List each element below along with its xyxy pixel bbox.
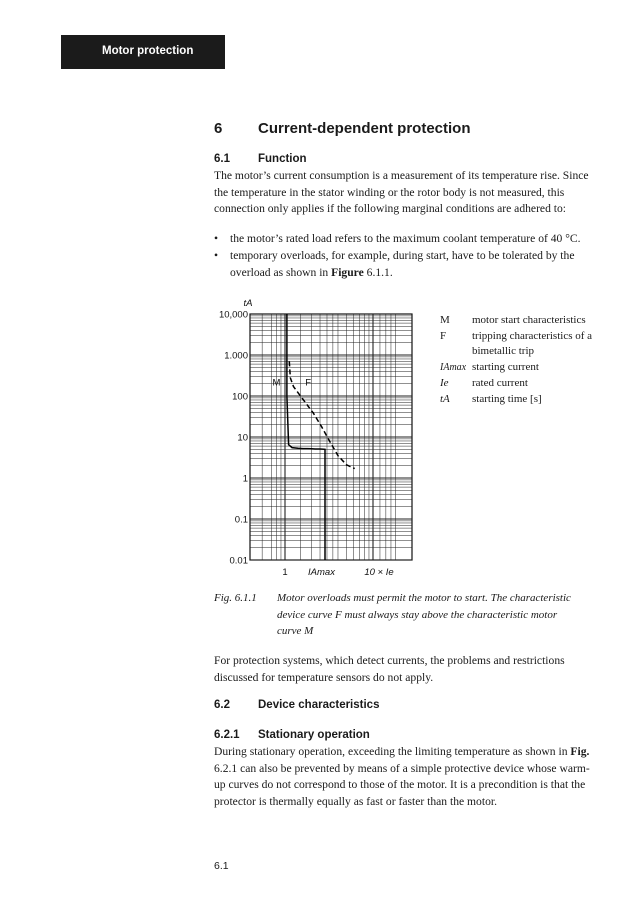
stationary-paragraph (214, 744, 598, 811)
section-title: Current-dependent protection (258, 120, 471, 137)
series-line-f (289, 361, 354, 468)
legend-key: M (440, 314, 450, 326)
caption-line: device curve F must always stay above the characteristic motor (277, 608, 558, 621)
y-tick-label: 0.1 (234, 514, 248, 526)
y-tick-label: 10 (237, 432, 248, 444)
intro-paragraph (214, 168, 598, 218)
bullet-dot: • (214, 249, 219, 262)
legend-key: tA (440, 392, 450, 405)
intro-line: The motor’s current consumption is a measurement of its temperature rise. Since (214, 169, 589, 182)
bullet-text-cont (230, 265, 393, 282)
bullet-text-part: 6.1.1. (363, 265, 393, 279)
chart-labels (272, 378, 311, 389)
y-tick-label: 0.01 (229, 555, 248, 567)
subsubsection-number: 6.2.1 (214, 729, 240, 741)
section-number: 6 (214, 120, 223, 137)
legend-value: tripping characteristics of a (472, 329, 593, 342)
figure-label: Fig. 6.1.1 (214, 592, 257, 604)
y-tick-label: 1.000 (224, 350, 248, 362)
figure-reference: Figure (331, 265, 364, 279)
intro-line: connection only applies if the following marginal conditions are adhered to: (214, 202, 567, 216)
caption-line: curve M (277, 625, 314, 637)
bullet-text-part: overload as shown in (230, 265, 332, 279)
x-tick-label: 10 × Ie (364, 567, 394, 578)
paragraph-line: protector is thermally equally as fast or faster than the motor. (214, 795, 497, 809)
curve-label: F (305, 377, 312, 389)
header-label: Motor protection (102, 45, 194, 57)
subsection-title: Device characteristics (258, 699, 380, 711)
legend-value: starting time [s] (472, 392, 542, 405)
subsubsection-title: Stationary operation (258, 729, 370, 741)
motor-start-chart (210, 286, 425, 586)
subsection-title: Function (258, 153, 307, 165)
intro-line: the temperature in the stator winding or the rotor body is not measured, this (214, 185, 565, 199)
legend-value: motor start characteristics (472, 314, 586, 326)
y-tick-label: 100 (232, 391, 248, 403)
paragraph-line: discussed for temperature sensors do not apply. (214, 670, 434, 684)
chart-grid (250, 314, 412, 560)
bullet-dot: • (214, 232, 219, 245)
x-tick-labels (282, 567, 393, 578)
paragraph-line: up curves do not correspond to those of the motor. It is a precondition is that the (214, 778, 586, 792)
subsection-number: 6.2 (214, 699, 230, 711)
paragraph-line: 6.2.1 can also be prevented by means of a simple protective device whose warm- (214, 761, 590, 775)
y-tick-label: 1 (242, 473, 248, 485)
y-tick-labels (219, 298, 253, 567)
legend-value: bimetallic trip (472, 345, 535, 358)
curve-label: M (272, 377, 281, 389)
figure-reference: Fig. (570, 745, 590, 758)
x-tick-label: IAmax (308, 567, 335, 578)
y-axis-label: tA (243, 298, 253, 309)
legend-key: Ie (440, 376, 449, 389)
x-tick-label: 1 (282, 567, 288, 578)
protection-paragraph (214, 653, 598, 686)
y-tick-label: 10,000 (218, 309, 248, 321)
paragraph-line (214, 744, 598, 761)
bullet-text: the motor’s rated load refers to the maximum coolant temperature of 40 °C. (230, 232, 581, 245)
bullet-text: temporary overloads, for example, during start, have to be tolerated by the (230, 249, 575, 262)
legend-value: starting current (472, 361, 539, 374)
header-tab (61, 35, 225, 69)
paragraph-text: During stationary operation, exceeding the limiting temperature as shown in (214, 745, 571, 758)
legend-value: rated current (472, 376, 528, 389)
legend-key: IAmax (440, 362, 467, 374)
caption-line: Motor overloads must permit the motor to start. The characteristic (277, 592, 571, 604)
subsection-number: 6.1 (214, 153, 230, 165)
page-number: 6.1 (214, 860, 229, 872)
legend-key: F (440, 329, 447, 342)
paragraph-line: For protection systems, which detect currents, the problems and restrictions (214, 654, 565, 667)
